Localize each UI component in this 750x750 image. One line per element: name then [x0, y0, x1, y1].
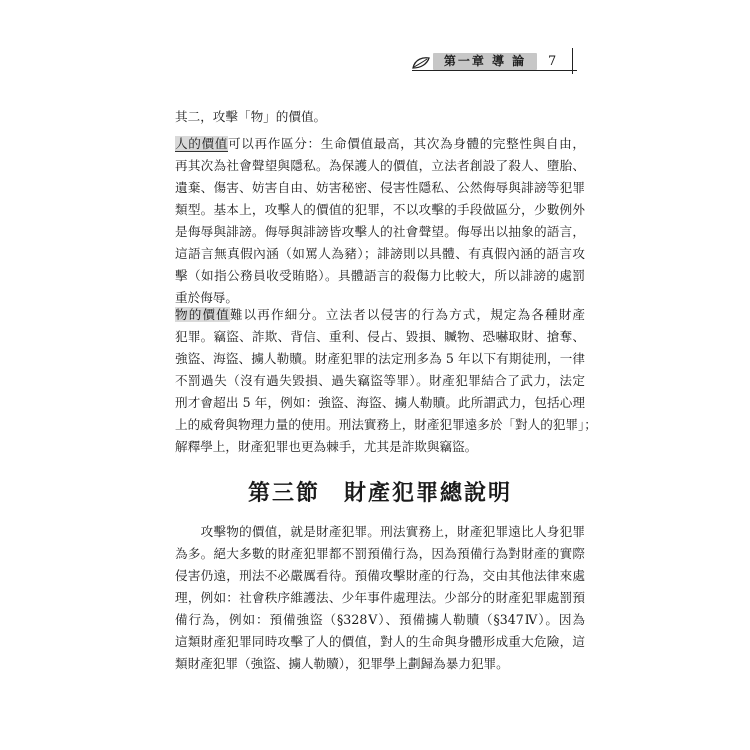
- header-rule: [412, 70, 577, 71]
- text-line: 這語言無真假內涵（如罵人為豬）；誹謗則以具體、有真假內涵的語言攻: [175, 246, 585, 261]
- text-line: 理，例如：社會秩序維護法、少年事件處理法。少部分的財產犯罪處罰預: [175, 590, 585, 605]
- highlighted-term: 物的價值: [175, 307, 230, 322]
- text-line: 擊（如指公務員收受賄賂）。具體語言的殺傷力比較大，所以誹謗的處罰: [175, 268, 585, 283]
- section-heading: 第三節 財產犯罪總說明: [247, 480, 512, 506]
- page-number: 7: [548, 54, 557, 69]
- paragraph-property-value: [175, 304, 597, 458]
- text-line: 這類財產犯罪同時攻擊了人的價值，對人的生命與身體形成重大危險，這: [175, 634, 585, 649]
- text-line: 刑才會超出 5 年，例如：強盜、海盜、擄人勒贖。此所謂武力，包括心理: [175, 395, 585, 410]
- text-line: 備行為，例如：預備強盜（§328Ⅴ）、預備擄人勒贖（§347Ⅳ）。因為: [175, 612, 585, 627]
- text-line: 是侮辱與誹謗。侮辱與誹謗皆攻擊人的社會聲望。侮辱出以抽象的語言，: [175, 224, 585, 239]
- text-line: [175, 133, 585, 155]
- text-line: 為多。絕大多數的財產犯罪都不罰預備行為，因為預備行為對財產的實際: [175, 546, 585, 561]
- text-line: 再其次為社會聲望與隱私。為保護人的價值，立法者創設了殺人、墮胎、: [175, 158, 585, 173]
- text-line: 解釋學上，財產犯罪也更為棘手，尤其是詐欺與竊盜。: [175, 439, 478, 454]
- text-line: 遺棄、傷害、妨害自由、妨害秘密、侵害性隱私、公然侮辱與誹謗等犯罪: [175, 180, 585, 195]
- chapter-title: 第一章 導 論: [443, 54, 527, 68]
- highlighted-term: 人的價值: [175, 136, 228, 151]
- text-line: 侵害仍遠，刑法不必嚴厲看待。預備攻擊財產的行為，交由其他法律來處: [175, 568, 585, 583]
- header-vertical-rule: [572, 48, 573, 74]
- text-line: [175, 304, 585, 326]
- text-run: 可以再作區分：生命價值最高，其次為身體的完整性與自由，: [228, 136, 586, 151]
- text-line: 不罰過失（沒有過失毀損、過失竊盜等罪）。財產犯罪結合了武力，法定: [175, 373, 585, 388]
- text-line: 強盜、海盜、擄人勒贖。財產犯罪的法定刑多為 5 年以下有期徒刑，一律: [175, 351, 585, 366]
- leaf-ornament-icon: [411, 56, 431, 70]
- text-line: 上的威脅與物理力量的使用。刑法實務上，財產犯罪遠多於「對人的犯罪」；: [175, 417, 597, 432]
- text-run: 難以再作細分。立法者以侵害的行為方式，規定為各種財產: [229, 307, 586, 322]
- text-line: 攻擊物的價值，就是財產犯罪。刑法實務上，財產犯罪遠比人身犯罪: [175, 524, 585, 539]
- text-line: 犯罪。竊盜、詐欺、背信、重利、侵占、毀損、贓物、恐嚇取財、搶奪、: [175, 329, 585, 344]
- paragraph-section-intro: [175, 521, 585, 675]
- text-line: 其二，攻擊「物」的價值。: [175, 109, 327, 124]
- paragraph-person-value: [175, 133, 585, 309]
- intro-block: [175, 106, 585, 128]
- text-line: 類型。基本上，攻擊人的價值的犯罪，不以攻擊的手段做區分，少數例外: [175, 202, 585, 217]
- text-line: 類財產犯罪（強盜、擄人勒贖），犯罪學上劃歸為暴力犯罪。: [175, 656, 509, 671]
- text-line: 重於侮辱。: [175, 290, 238, 305]
